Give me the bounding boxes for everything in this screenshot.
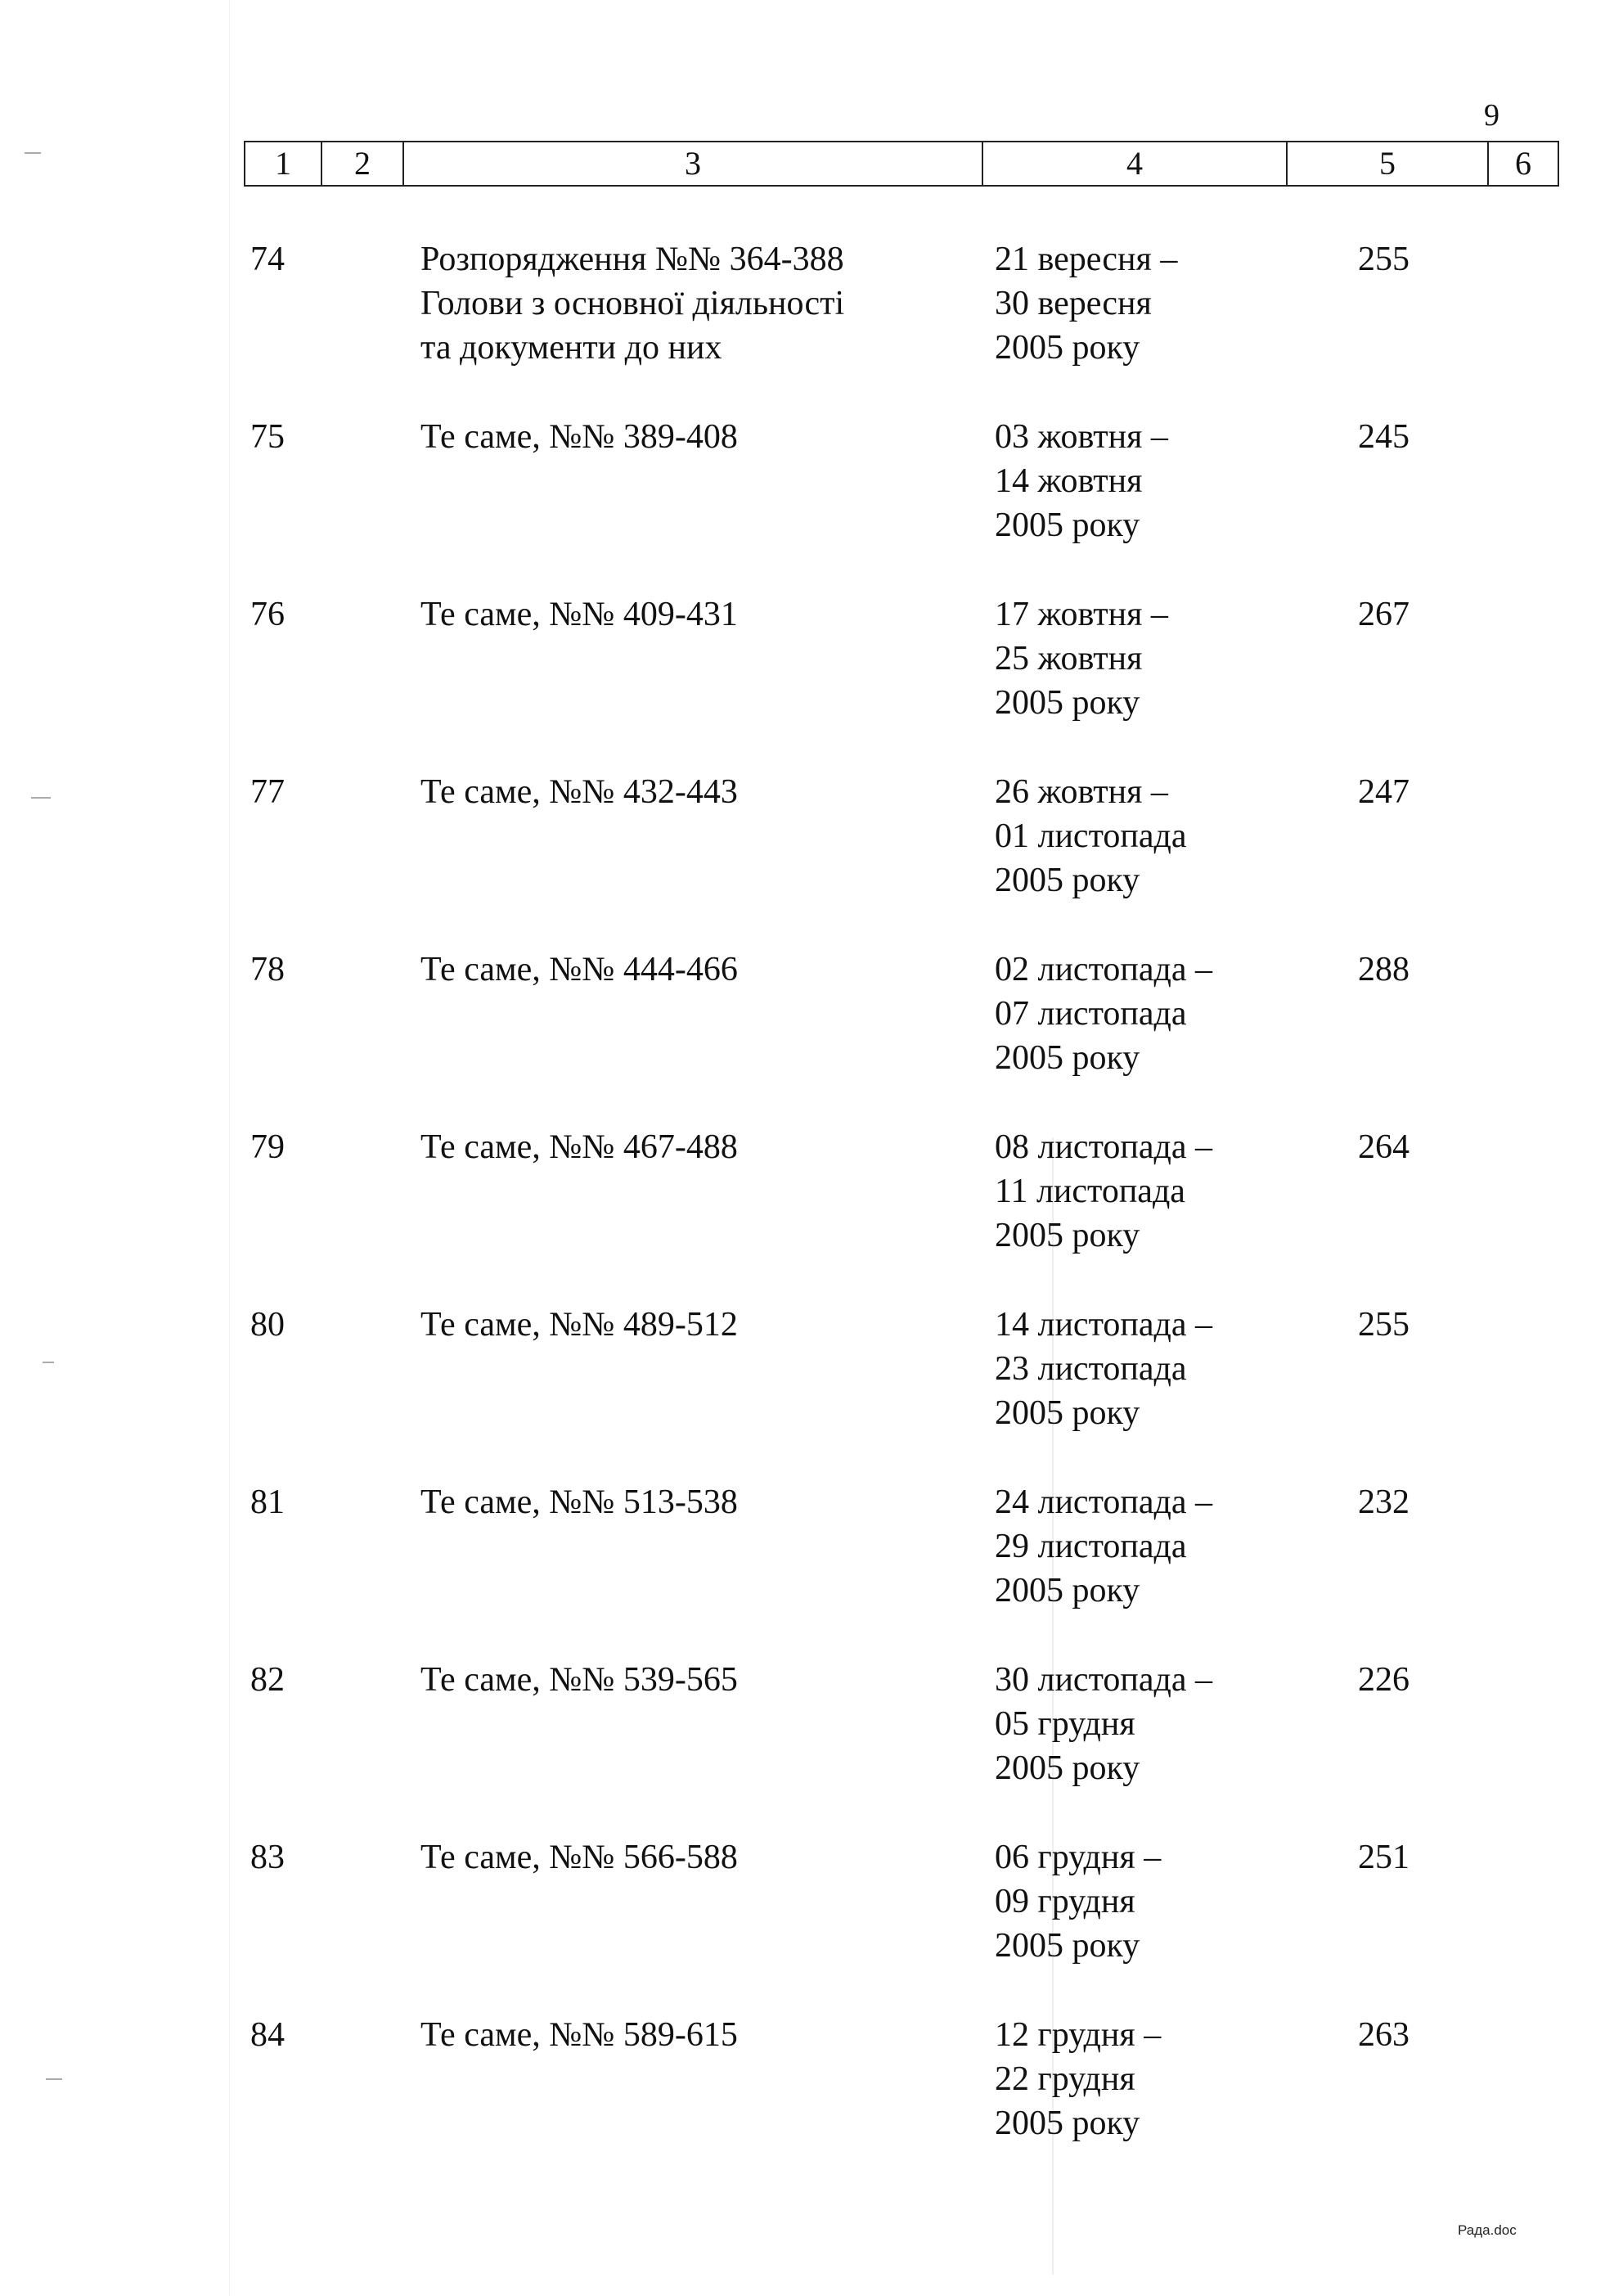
table-row xyxy=(0,1125,1623,1297)
row-number: 80 xyxy=(250,1306,285,1344)
date-range-line: 2005 року xyxy=(995,1927,1140,1965)
date-range xyxy=(995,948,1212,1080)
row-number: 76 xyxy=(250,596,285,633)
document-title xyxy=(420,770,738,814)
date-range-line: 08 листопада – xyxy=(995,1128,1213,1166)
table-row xyxy=(0,1480,1623,1652)
table-row xyxy=(0,592,1623,764)
date-range-line: 29 листопада xyxy=(995,1528,1187,1565)
table-row xyxy=(0,2013,1623,2185)
row-number: 83 xyxy=(250,1839,285,1876)
column-header-4: 4 xyxy=(982,142,1286,185)
date-range-line: 14 жовтня xyxy=(995,462,1143,500)
date-range-line: 21 вересня – xyxy=(995,241,1178,278)
document-title-line: Те саме, №№ 589-615 xyxy=(420,2016,738,2054)
document-title-line: та документи до них xyxy=(420,329,722,367)
table-row xyxy=(0,415,1623,587)
date-range xyxy=(995,1480,1212,1613)
sheet-count: 245 xyxy=(1358,418,1409,456)
row-number: 77 xyxy=(250,773,285,811)
date-range-line: 2005 року xyxy=(995,506,1140,544)
document-title xyxy=(420,237,844,370)
date-range-line: 2005 року xyxy=(995,1749,1140,1787)
sheet-count: 226 xyxy=(1358,1661,1409,1699)
row-number: 75 xyxy=(250,418,285,456)
column-header-6: 6 xyxy=(1487,142,1558,185)
document-title-line: Те саме, №№ 389-408 xyxy=(420,418,738,456)
table-row xyxy=(0,237,1623,409)
date-range-line: 2005 року xyxy=(995,329,1140,367)
sheet-count: 255 xyxy=(1358,1306,1409,1344)
document-title xyxy=(420,592,738,637)
date-range xyxy=(995,237,1177,370)
date-range-line: 06 грудня – xyxy=(995,1839,1162,1876)
sheet-count: 267 xyxy=(1358,596,1409,633)
table-row xyxy=(0,1835,1623,2007)
sheet-count: 247 xyxy=(1358,773,1409,811)
date-range-line: 2005 року xyxy=(995,2105,1140,2142)
date-range-line: 2005 року xyxy=(995,1217,1140,1254)
column-header-1: 1 xyxy=(275,145,291,182)
document-title xyxy=(420,1303,738,1347)
date-range xyxy=(995,770,1187,903)
document-title-line: Те саме, №№ 444-466 xyxy=(420,951,738,988)
date-range xyxy=(995,592,1168,725)
date-range-line: 17 жовтня – xyxy=(995,596,1168,633)
page-number: 9 xyxy=(1484,98,1499,133)
date-range xyxy=(995,1835,1161,1968)
date-range-line: 23 листопада xyxy=(995,1350,1187,1388)
date-range-line: 30 вересня xyxy=(995,285,1152,322)
date-range-line: 30 листопада – xyxy=(995,1661,1213,1699)
table-row xyxy=(0,770,1623,942)
sheet-count: 288 xyxy=(1358,951,1409,988)
date-range-line: 24 листопада – xyxy=(995,1483,1213,1521)
document-title xyxy=(420,415,738,459)
date-range-line: 14 листопада – xyxy=(995,1306,1213,1344)
document-title xyxy=(420,948,738,992)
document-title-line: Те саме, №№ 432-443 xyxy=(420,773,738,811)
row-number: 82 xyxy=(250,1661,285,1699)
column-header-3: 3 xyxy=(402,142,982,185)
date-range-line: 22 грудня xyxy=(995,2060,1135,2098)
date-range-line: 25 жовтня xyxy=(995,640,1143,678)
date-range-line: 01 листопада xyxy=(995,817,1187,855)
document-title xyxy=(420,1125,738,1169)
date-range-line: 2005 року xyxy=(995,1039,1140,1077)
scan-edge-mark xyxy=(25,152,41,154)
document-title-line: Те саме, №№ 566-588 xyxy=(420,1839,738,1876)
sheet-count: 255 xyxy=(1358,241,1409,278)
sheet-count: 251 xyxy=(1358,1839,1409,1876)
date-range-line: 03 жовтня – xyxy=(995,418,1168,456)
date-range-line: 07 листопада xyxy=(995,995,1187,1033)
document-title-line: Те саме, №№ 409-431 xyxy=(420,596,738,633)
sheet-count: 232 xyxy=(1358,1483,1409,1521)
table-row xyxy=(0,948,1623,1119)
date-range-line: 2005 року xyxy=(995,1572,1140,1609)
document-title xyxy=(420,1658,738,1702)
document-title-line: Розпорядження №№ 364-388 xyxy=(420,241,844,278)
row-number: 79 xyxy=(250,1128,285,1166)
date-range-line: 11 листопада xyxy=(995,1173,1185,1210)
sheet-count: 264 xyxy=(1358,1128,1409,1166)
date-range-line: 2005 року xyxy=(995,1394,1140,1432)
document-title-line: Те саме, №№ 467-488 xyxy=(420,1128,738,1166)
date-range-line: 2005 року xyxy=(995,862,1140,899)
document-title-line: Голови з основної діяльності xyxy=(420,285,845,322)
date-range xyxy=(995,415,1168,547)
document-title xyxy=(420,1480,738,1524)
date-range-line: 09 грудня xyxy=(995,1883,1135,1920)
document-title-line: Те саме, №№ 513-538 xyxy=(420,1483,738,1521)
date-range-line: 12 грудня – xyxy=(995,2016,1162,2054)
date-range xyxy=(995,1125,1212,1258)
column-number-header xyxy=(244,141,1559,187)
row-number: 78 xyxy=(250,951,285,988)
date-range xyxy=(995,2013,1161,2145)
document-title-line: Те саме, №№ 539-565 xyxy=(420,1661,738,1699)
table-row xyxy=(0,1303,1623,1474)
document-title xyxy=(420,1835,738,1880)
row-number: 74 xyxy=(250,241,285,278)
document-title-line: Те саме, №№ 489-512 xyxy=(420,1306,738,1344)
date-range-line: 2005 року xyxy=(995,684,1140,722)
date-range xyxy=(995,1303,1212,1435)
document-title xyxy=(420,2013,738,2057)
date-range-line: 26 жовтня – xyxy=(995,773,1168,811)
date-range-line: 05 грудня xyxy=(995,1705,1135,1743)
date-range xyxy=(995,1658,1212,1790)
date-range-line: 02 листопада – xyxy=(995,951,1213,988)
row-number: 81 xyxy=(250,1483,285,1521)
footer-filename: Рада.doc xyxy=(1458,2222,1517,2238)
column-header-2: 2 xyxy=(321,142,402,185)
sheet-count: 263 xyxy=(1358,2016,1409,2054)
column-header-5: 5 xyxy=(1286,142,1487,185)
table-row xyxy=(0,1658,1623,1830)
row-number: 84 xyxy=(250,2016,285,2054)
